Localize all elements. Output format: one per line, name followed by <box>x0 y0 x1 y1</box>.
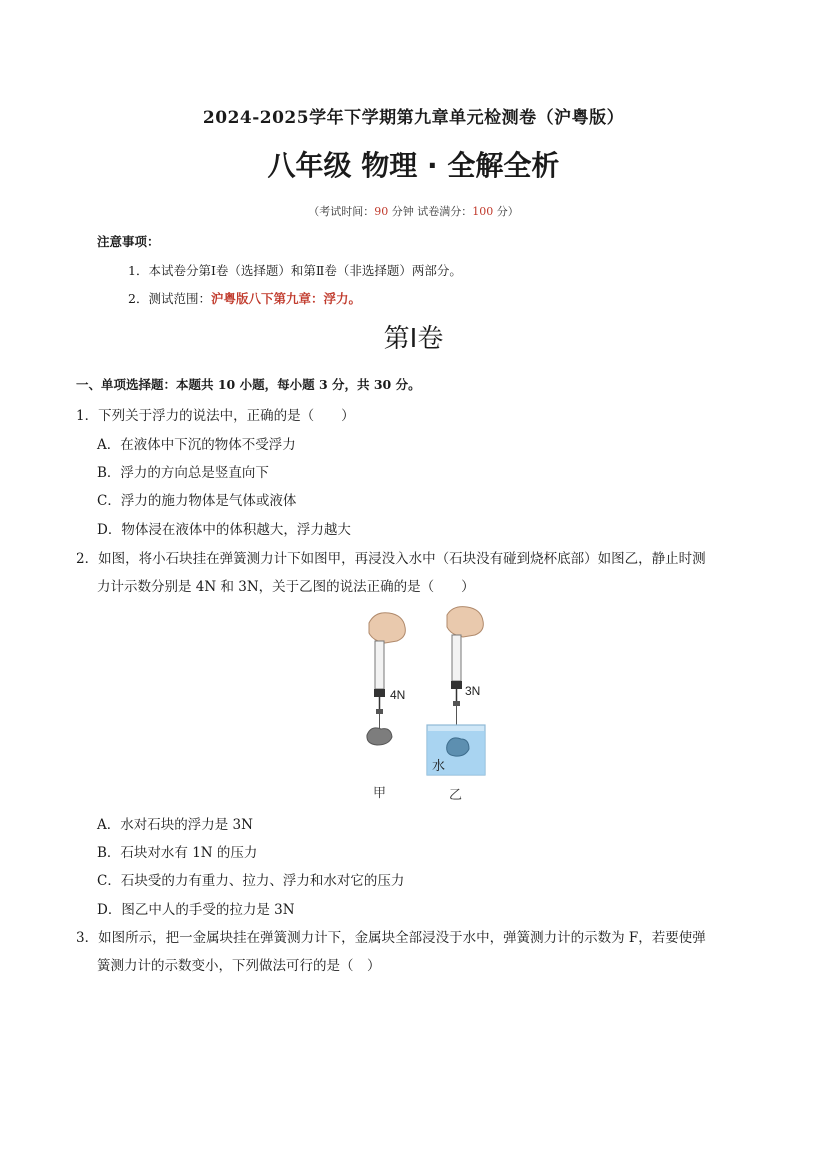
spring-scale-right <box>452 635 461 681</box>
reading-right: 3N <box>465 684 481 698</box>
caption-left: 甲 <box>373 786 387 801</box>
notice-item-2-prefix: 2．测试范围： <box>128 291 211 306</box>
spring-scale-figure <box>355 605 495 805</box>
question-2-option-c: C．石块受的力有重力、拉力、浮力和水对它的压力 <box>97 873 405 889</box>
section-heading: 一、单项选择题：本题共 10 小题，每小题 3 分，共 30 分。 <box>76 377 421 392</box>
question-2-stem: 2．如图，将小石块挂在弹簧测力计下如图甲，再浸没入水中（石块没有碰到烧杯底部）如图乙，静止时测 <box>76 551 706 567</box>
meta-score-unit: 分） <box>493 205 519 218</box>
question-2-option-b: B．石块对水有 1N 的压力 <box>97 845 258 861</box>
exam-title: 2024-2025学年下学期第九章单元检测卷（沪粤版） <box>202 108 625 128</box>
stone-left <box>367 728 392 745</box>
notice-item-1: 1．本试卷分第Ⅰ卷（选择题）和第Ⅱ卷（非选择题）两部分。 <box>128 263 462 278</box>
test-scope: 沪粤版八下第九章：浮力。 <box>210 291 361 306</box>
water-label: 水 <box>432 759 446 774</box>
question-3-stem-cont: 簧测力计的示数变小，下列做法可行的是（ ） <box>97 958 381 974</box>
question-1-option-a: A．在液体中下沉的物体不受浮力 <box>97 437 296 453</box>
notice-heading: 注意事项： <box>97 234 160 249</box>
question-1-option-c: C．浮力的施力物体是气体或液体 <box>97 493 297 509</box>
question-1-option-d: D．物体浸在液体中的体积越大，浮力越大 <box>97 522 351 538</box>
meta-time-unit: 分钟 试卷满分： <box>388 205 473 218</box>
question-1-stem: 1．下列关于浮力的说法中，正确的是（ ） <box>76 408 355 424</box>
scale-hook-left <box>374 689 385 697</box>
question-3-stem: 3．如图所示，把一金属块挂在弹簧测力计下，金属块全部浸没于水中，弹簧测力计的示数为 F，若要使弹 <box>76 930 706 946</box>
volume-title: 第Ⅰ卷 <box>383 324 444 353</box>
question-2-option-a: A．水对石块的浮力是 3N <box>97 817 253 833</box>
hand-left-icon <box>369 613 405 643</box>
caption-right: 乙 <box>449 788 463 803</box>
question-1-option-b: B．浮力的方向总是竖直向下 <box>97 465 269 481</box>
spring-scale-left <box>375 641 384 689</box>
question-2-option-d: D．图乙中人的手受的拉力是 3N <box>97 902 295 918</box>
notice-item-2 <box>128 289 361 307</box>
reading-left: 4N <box>390 688 406 702</box>
exam-subtitle: 八年级 物理 · 全解全析 <box>267 149 560 182</box>
question-2-stem-cont: 力计示数分别是 4N 和 3N，关于乙图的说法正确的是（ ） <box>97 579 475 595</box>
exam-meta <box>0 203 827 219</box>
meta-prefix: （考试时间： <box>308 205 375 218</box>
hand-right-icon <box>447 607 483 637</box>
scale-hook-right <box>451 681 462 689</box>
exam-score: 100 <box>472 205 494 218</box>
stone-right <box>447 738 469 756</box>
exam-time: 90 <box>374 205 389 218</box>
